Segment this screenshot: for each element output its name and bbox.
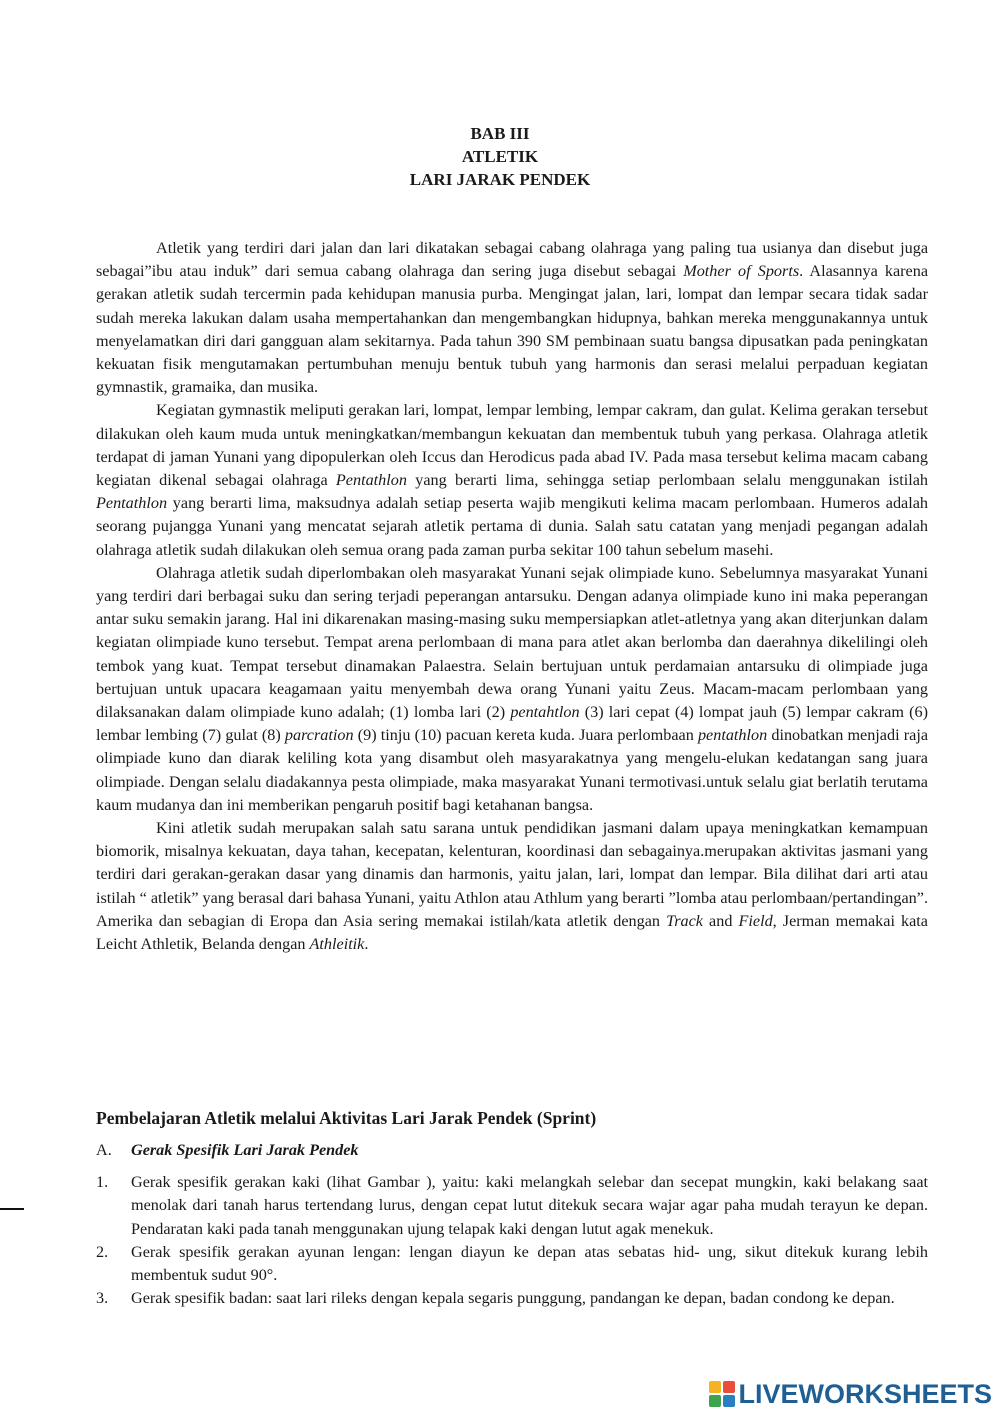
text-run: (9) tinju (10) pacuan kereta kuda. Juara perlombaan	[353, 726, 698, 745]
italic-term: parcration	[284, 726, 354, 745]
text-run: Atletik yang terdiri dari jalan dan lari dikatakan sebagai cabang olahraga yang paling tua usianya dan disebut juga sebagai”ibu atau induk” dari semua cabang olahraga dan sering juga disebut sebagai	[96, 239, 928, 281]
text-run: dinobatkan menjadi raja olimpiade kuno dan diarak keliling kota yang disambut oleh masyarakatnya yang mengelu-elukan kedatangan sang juara olimpiade. Dengan selalu diadakannya pesta olimpiade, maka masyarakat Yunani termotivasi.untuk selalu giat berlatih terutama kaum mudanya dan ini memberikan pengaruh positif bagi ketahanan bangsa.	[96, 726, 928, 814]
logo-text: LIVEWORKSHEETS	[738, 1378, 992, 1409]
item-number: 3.	[96, 1289, 109, 1308]
text-run: Kegiatan gymnastik meliputi gerakan lari, lompat, lempar lembing, lempar cakram, dan gulat. Kelima gerakan tersebut dilakukan oleh kaum muda untuk meningkatkan/membangun kekuatan dan membentuk tubuh yang perkasa. Olahraga atletik terdapat di jaman Yunani yang dipopulerkan oleh Iccus dan Herodicus pada abad IV. Pada masa tersebut kelima macam cabang kegiatan dikenal sebagai olahraga	[96, 401, 928, 490]
italic-term: Track	[666, 911, 703, 930]
text-run: , Jerman memakai kata Leicht Athletik, Belanda dengan	[96, 911, 928, 954]
subsection-title: Gerak Spesifik Lari Jarak Pendek	[131, 1141, 359, 1159]
logo-icon	[709, 1381, 735, 1407]
text-run: yang berarti lima, sehingga setiap perlombaan selalu menggunakan istilah	[406, 471, 928, 490]
chapter-subtitle: LARI JARAK PENDEK	[409, 170, 591, 189]
text-run: yang berarti lima, maksudnya adalah setiap peserta wajib mengikuti kelima macam perlombaan. Humeros adalah seorang pujangga Yunani yang mencatat sejarah atletik pertama di dunia. Salah satu catatan yang menjadi pegangan adalah olahraga atletik sudah dilakukan oleh semua orang pada zaman purba sekitar 100 tahun sebelum masehi.	[96, 494, 928, 559]
list-item	[96, 1171, 928, 1241]
italic-term: Athleitik	[309, 935, 365, 954]
item-number: 1.	[96, 1173, 109, 1191]
section-title: Pembelajaran Atletik melalui Aktivitas Lari Jarak Pendek (Sprint)	[96, 1108, 597, 1128]
italic-term: pentathlon	[697, 726, 768, 745]
paragraph-3	[96, 562, 928, 817]
chapter-title: ATLETIK	[461, 147, 539, 166]
steps-list	[96, 1171, 928, 1311]
paragraph-2	[96, 399, 928, 561]
chapter-header	[0, 122, 1000, 191]
italic-term: Pentathlon	[335, 471, 407, 490]
text-run: and	[702, 911, 739, 930]
italic-term: Pentathlon	[96, 494, 168, 513]
item-number: 2.	[96, 1242, 109, 1261]
subsection-letter: A.	[96, 1141, 112, 1159]
body-text	[96, 237, 928, 956]
italic-term: pentahtlon	[510, 703, 580, 722]
margin-dash	[0, 1208, 24, 1210]
text-run: . Alasannya karena gerakan atletik sudah tercermin pada kehidupan manusia purba. Mengingat jalan, lari, lompat dan lempar secara tidak sadar sudah mereka lakukan dalam usaha mempertahankan dan mengembangkan hidupnya, bahkan mereka menggunakannya untuk menyelamatkan diri dari gangguan alam sekitarnya. Pada tahun 390 SM pembinaan suatu bangsa dipusatkan pada peningkatan kekuatan fisik mengutamakan pertumbuhan menuju bentuk tubuh yang harmonis dan serasi melalui perpaduan kegiatan gymnastik, gramaika, dan musika.	[96, 262, 929, 397]
text-run: Olahraga atletik sudah diperlombakan oleh masyarakat Yunani sejak olimpiade kuno. Sebelumnya masyarakat Yunani yang terdiri dari berbagai suku dan sering terjadi peperangan antarsuku. Dengan adanya olimpiade kuno ini maka peperangan antar suku semakin jarang. Hal ini dikarenakan masing-masing suku mempersiapkan atlet-atletnya yang akan diterjunkan dalam kegiatan olimpiade kuno tersebut. Tempat arena perlombaan di mana para atlet akan berlomba dan daerahnya dikelilingi oleh tembok yang kuat. Tempat tersebut dinamakan Palaestra. Selain bertujuan untuk perdamaian antarsuku di olimpiade juga bertujuan untuk upacara keagamaan yaitu menyembah dewa orang Yunani yaitu Zeus. Macam-macam perlombaan yang dilaksanakan dalam olimpiade kuno adalah; (1) lomba lari (2)	[96, 563, 928, 722]
item-text: Gerak spesifik gerakan ayunan lengan: lengan diayun ke depan atas sebatas hid- ung, sikut ditekuk kurang lebih membentuk sudut 90°.	[131, 1242, 928, 1285]
item-text: Gerak spesifik gerakan kaki (lihat Gambar ), yaitu: kaki melangkah selebar dan secepat mungkin, kaki belakang saat menolak dari tanah harus tertendang lurus, dengan cepat lutut ditekuk secara wajar agar paha mudah terayun ke depan. Pendaratan kaki pada tanah menggunakan ujung telapak kaki dengan lutut agak menekuk.	[131, 1173, 928, 1238]
chapter-number: BAB III	[470, 124, 530, 143]
item-text: Gerak spesifik badan: saat lari rileks dengan kepala segaris punggung, pandangan ke depan, badan condong ke depan.	[131, 1289, 895, 1308]
liveworksheets-logo	[709, 1377, 992, 1411]
text-run: .	[364, 935, 369, 954]
subsection-heading	[96, 1139, 928, 1162]
italic-term: Field	[738, 911, 773, 930]
paragraph-1	[96, 237, 928, 399]
text-run: (3) lari cepat (4) lompat jauh (5) lempar cakram (6) lembar lembing (7) gulat (8)	[96, 703, 928, 745]
list-item	[96, 1287, 928, 1310]
list-item	[96, 1241, 928, 1288]
paragraph-4	[96, 817, 928, 956]
italic-term: Mother of Sports	[683, 262, 800, 281]
text-run: Kini atletik sudah merupakan salah satu sarana untuk pendidikan jasmani dalam upaya meningkatkan kemampuan biomorik, misalnya kekuatan, daya tahan, kecepatan, kelenturan, koordinasi dan sebagainya.merupakan aktivitas jasmani yang terdiri dari gerakan-gerakan dasar yang dinamis dan harmonis, yaitu jalan, lari, lompat dan lempar. Bila dilihat dari arti atau istilah “ atletik” yang berasal dari bahasa Yunani, yaitu Athlon atau Athlum yang berarti ”lomba atau perlombaan/pertandingan”. Amerika dan sebagian di Eropa dan Asia sering memakai istilah/kata atletik dengan	[96, 819, 928, 930]
